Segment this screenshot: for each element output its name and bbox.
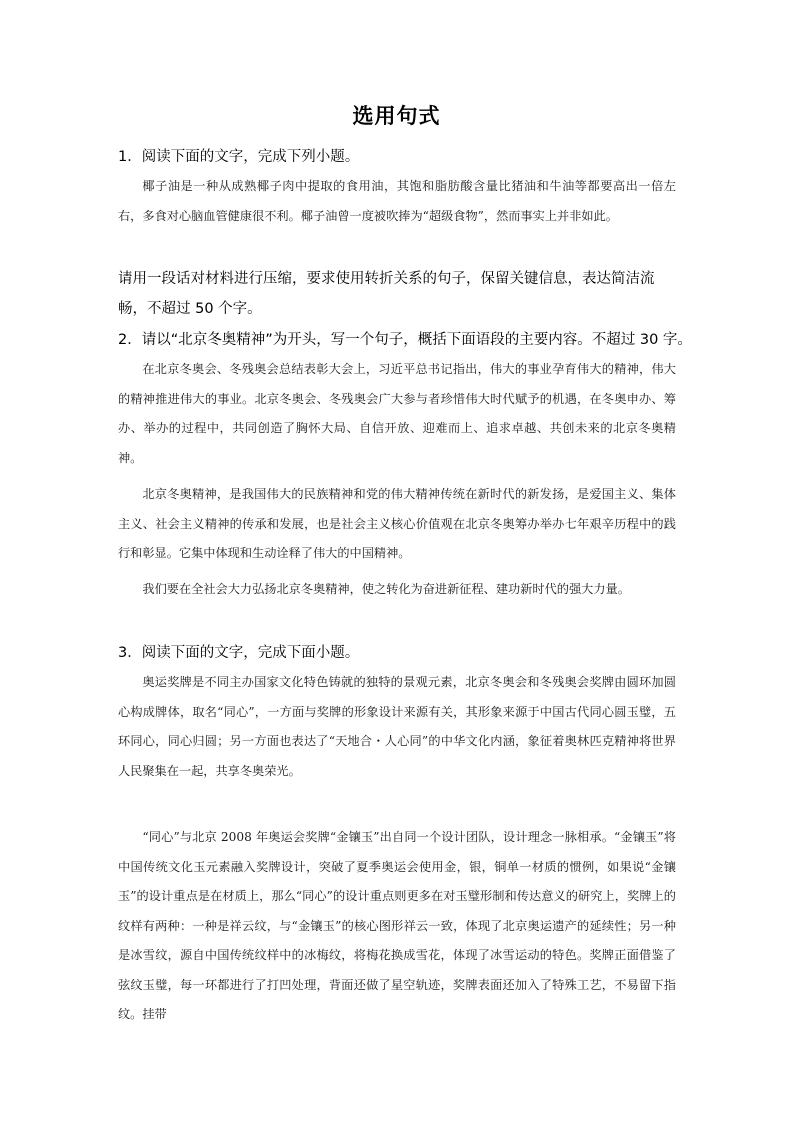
question-2-prompt: 2．请以“北京冬奥精神”为开头，写一个句子，概括下面语段的主要内容。不超过 30 字。	[118, 332, 692, 348]
question-1-passage: 椰子油是一种从成熟椰子肉中提取的食用油，其饱和脂肪酸含量比猪油和牛油等都要高出一倍左右，多食对心脑血管健康很不利。椰子油曾一度被吹捧为“超级食物”，然而事实上并非如此。	[118, 179, 676, 223]
page-title: 选用句式	[352, 104, 441, 128]
question-2-paragraph-2: 北京冬奥精神，是我国伟大的民族精神和党的伟大精神传统在新时代的新发扬，是爱国主义、集体主义、社会主义精神的传承和发展，也是社会主义核心价值观在北京冬奥筹办举办七年艰辛历程中的践行和彰显。它集中体现和生动诠释了伟大的中国精神。	[118, 487, 676, 560]
question-2-paragraph-3: 我们要在全社会大力弘扬北京冬奥精神，使之转化为奋进新征程、建功新时代的强大力量。	[142, 582, 630, 596]
question-3-paragraph-1: 奥运奖牌是不同主办国家文化特色铸就的独特的景观元素，北京冬奥会和冬残奥会奖牌由圆环加圆心构成牌体，取名“同心”，一方面与奖牌的形象设计来源有关，其形象来源于中国古代同心圆玉璧，五环同心，同心归圆；另一方面也表达了“天地合・人心同”的中华文化内涵，象征着奥林匹克精神将世界人民聚集在一起，共享冬奥荣光。	[118, 675, 676, 778]
question-3-prompt: 3．阅读下面的文字，完成下面小题。	[118, 645, 360, 661]
question-2-paragraph-1: 在北京冬奥会、冬残奥会总结表彰大会上，习近平总书记指出，伟大的事业孕育伟大的精神，伟大的精神推进伟大的事业。北京冬奥会、冬残奥会广大参与者珍惜伟大时代赋予的机遇，在冬奥申办、筹办、举办的过程中，共同创造了胸怀大局、自信开放、迎难而上、追求卓越、共创未来的北京冬奥精神。	[118, 362, 676, 465]
question-3-paragraph-2: “同心”与北京 2008 年奥运会奖牌“金镶玉”出自同一个设计团队，设计理念一脉相承。“金镶玉”将中国传统文化玉元素融入奖牌设计，突破了夏季奥运会使用金，银，铜单一材质的惯例，如果说“金镶玉”的设计重点是在材质上，那么“同心”的设计重点则更多在对玉璧形制和传达意义的研究上，奖牌上的纹样有两种：一种是祥云纹，与“金镶玉”的核心图形祥云一致，体现了北京奥运遗产的延续性；另一种是冰雪纹，源自中国传统纹样中的冰梅纹，将梅花换成雪花，体现了冰雪运动的特色。奖牌正面借鉴了弦纹玉璧，每一环都进行了打凹处理，背面还做了星空轨迹，奖牌表面还加入了特殊工艺，不易留下指纹。挂带	[118, 830, 676, 1021]
question-1-instruction: 请用一段话对材料进行压缩，要求使用转折关系的句子，保留关键信息，表达简洁流畅，不超过 50 个字。	[118, 271, 655, 317]
question-1-prompt: 1．阅读下面的文字，完成下列小题。	[118, 149, 360, 165]
